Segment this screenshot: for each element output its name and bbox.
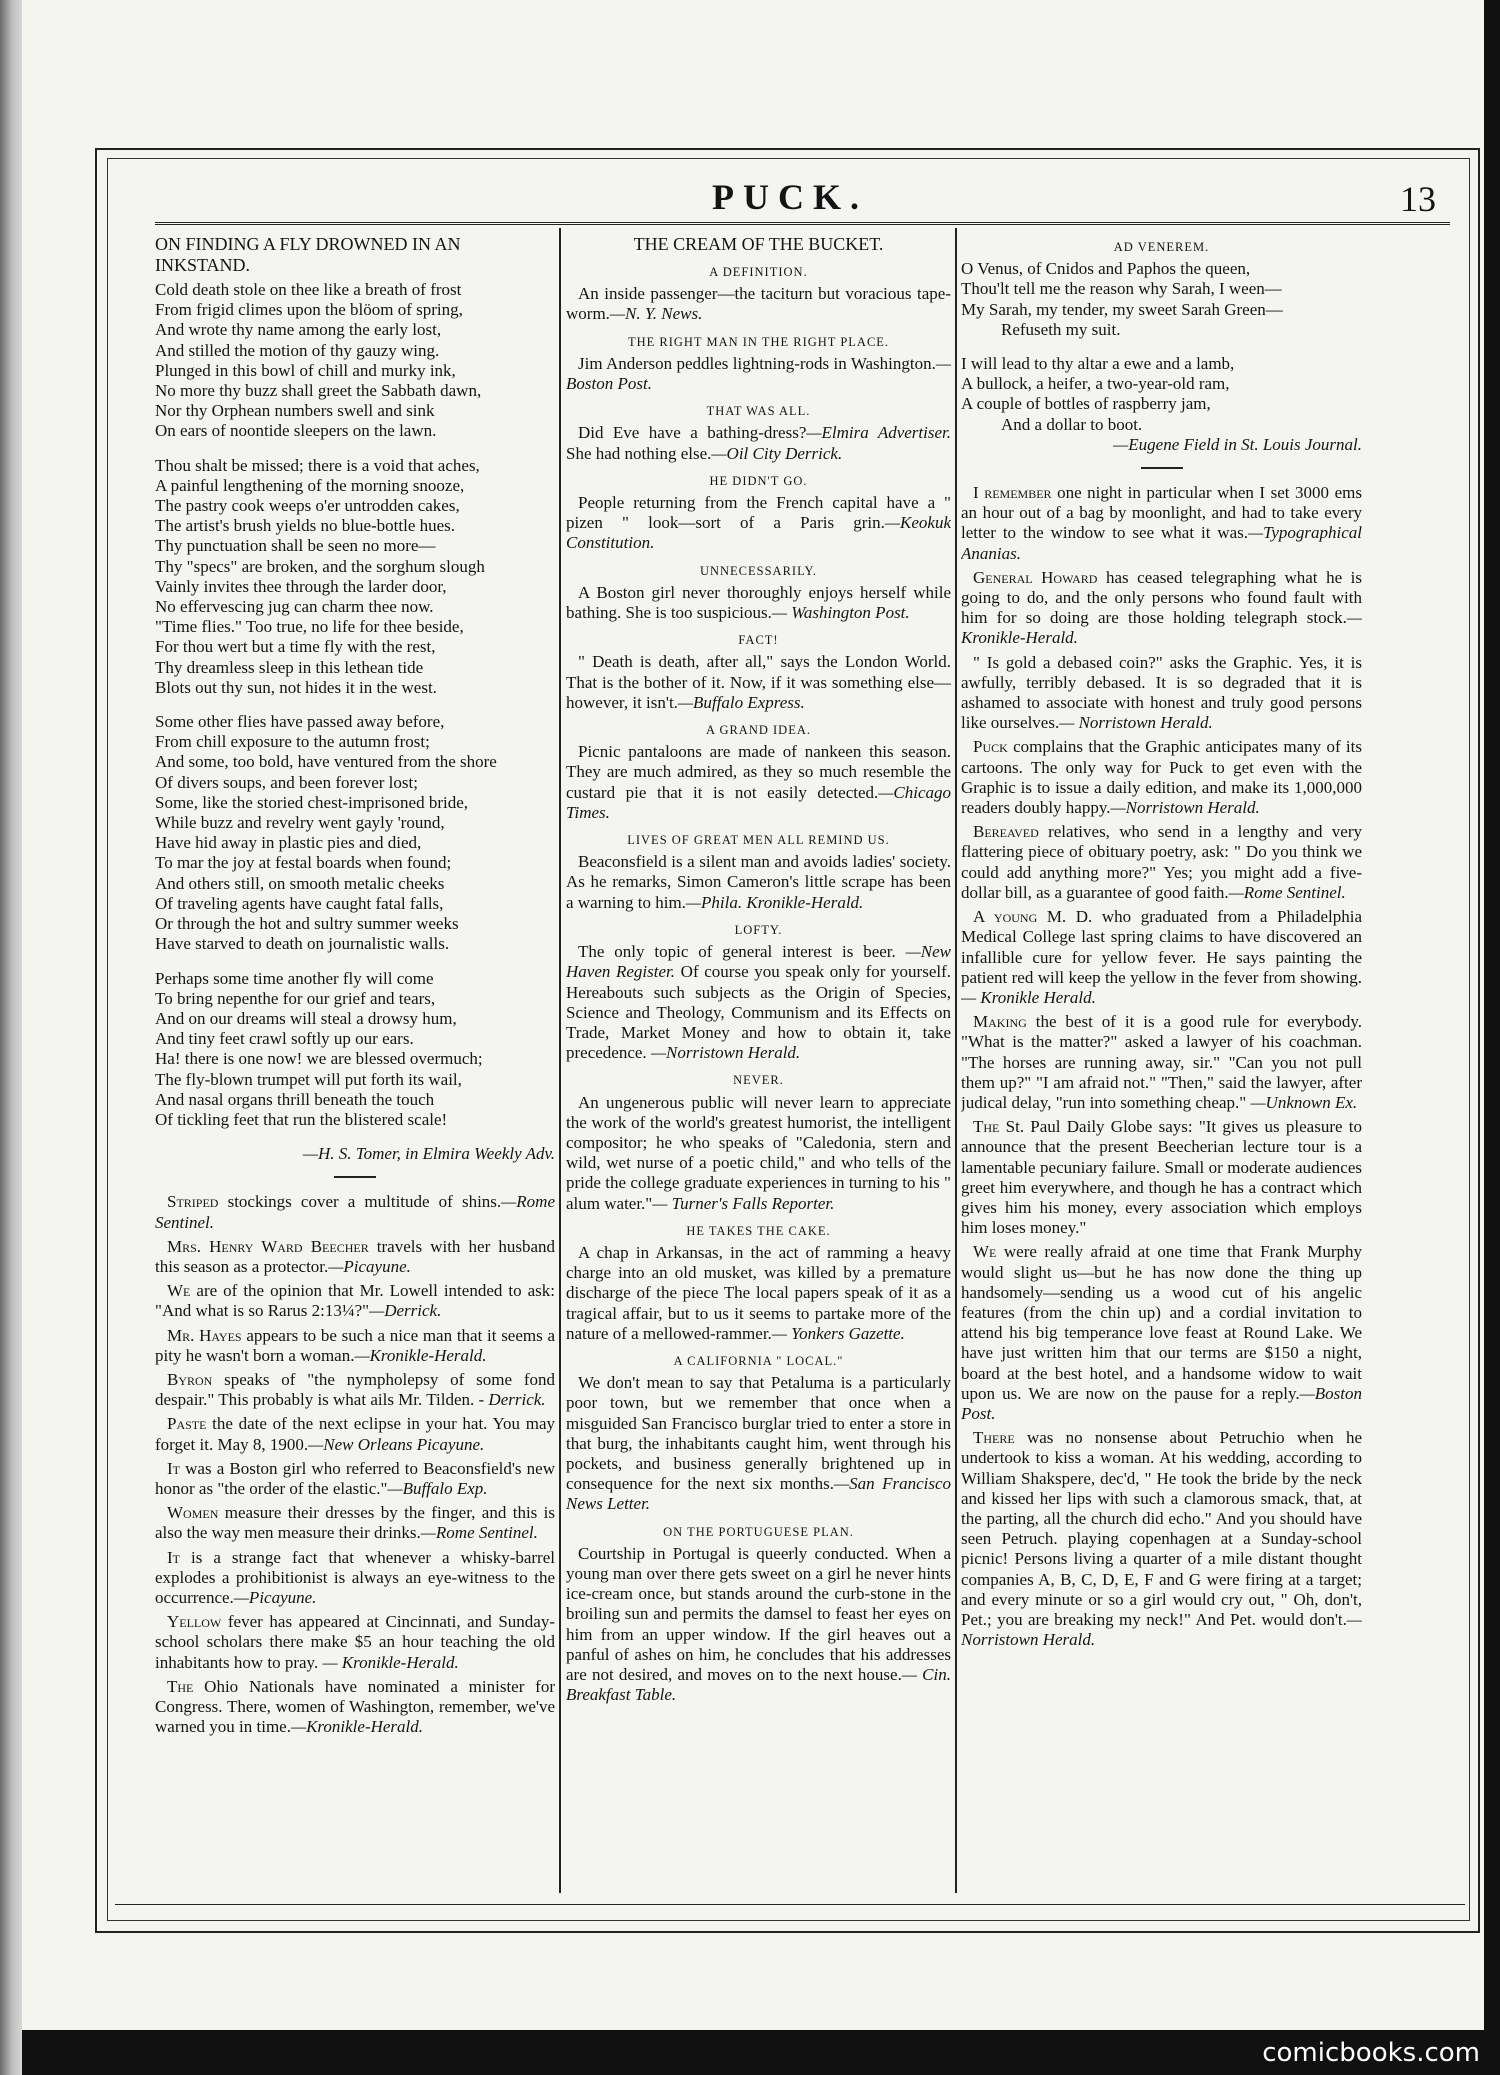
source-credit: —Norristown Herald. — [646, 1043, 801, 1063]
source-credit: —Keokuk Constitution. — [566, 513, 951, 553]
news-paragraph — [566, 942, 951, 1063]
poem-attribution: —H. S. Tomer, in Elmira Weekly Adv. — [302, 1144, 555, 1164]
poem-body — [155, 280, 555, 1130]
lead-words: Making — [973, 1012, 1027, 1032]
news-paragraph — [155, 1612, 555, 1673]
lead-words: Mrs. Henry Ward Beecher — [167, 1236, 369, 1256]
book-spine — [0, 0, 22, 2075]
source-credit: —Typographical Ananias. — [961, 523, 1362, 563]
lead-words: A young — [973, 907, 1038, 927]
watermark-text: comicbooks.com — [1262, 2038, 1480, 2068]
paragraph-text: speaks of "the nympholepsy of some fond despair." This probably is what ails Mr. Tilden. — [155, 1369, 555, 1410]
source-credit: —Kronikle-Herald. — [290, 1717, 424, 1737]
paragraph-text: Picnic pantaloons are made of nankeen this season. They are much admired, as they so much resemble the custard pie that it is not easily detected. — [566, 742, 951, 802]
masthead — [120, 172, 1460, 220]
paragraph-text: measure their dresses by the finger, and this is also the way men measure their drinks. — [155, 1503, 555, 1543]
page-number: 13 — [1400, 179, 1436, 219]
source-credit: —Elmira Advertiser. — [806, 423, 951, 443]
source-credit: —Buffalo Exp. — [387, 1478, 488, 1498]
source-credit: —Boston Post. — [961, 1383, 1362, 1423]
section-divider — [334, 1176, 376, 1178]
paragraph-text: was a Boston girl who referred to Beaconsfield's new honor as "the order of the elastic." — [155, 1458, 555, 1498]
section-heading: UNNECESSARILY. — [699, 563, 818, 578]
poem-title: AD VENEREM. — [1113, 240, 1210, 254]
source-credit: —Oil City Derrick. — [711, 443, 843, 463]
paragraph-text: the date of the next eclipse in your hat. You may forget it. May 8, 1900. — [155, 1414, 555, 1454]
paragraph-text: A chap in Arkansas, in the act of ramming a heavy charge into an old musket, was killed by a premature discharge of the piece The local papers speak of it as a tragical affair, but to us it seems to partake more of the nature of a mellowed-rammer. — [566, 1242, 951, 1343]
paragraph-text: Did Eve have a bathing-dress? — [578, 423, 807, 443]
poem-stanza — [155, 712, 555, 954]
paragraph-text: was no nonsense about Petruchio when he undertook to kiss a woman. At his wedding, according to William Shakspere, dec'd, " He took the bride by the neck and kissed her lips with such a clamorous smack, that, at the parting, all the church did echo." And you should have seen Petruch. playing copenhagen at a Sunday-school picnic! Persons living a quarter of a mile distant thought companies A, B, C, D, E, F and G were firing at a target; and every minute or so a girl would cry out, " Oh, don't, Pet.; you are breaking my neck!" And Pet. would don't. — [961, 1428, 1362, 1629]
poem-line: And nasal organs thrill beneath the touch — [155, 1089, 435, 1109]
poem-line: And tiny feet crawl softly up our ears. — [155, 1029, 414, 1049]
poem-line: Refuseth my suit. — [1001, 319, 1121, 339]
poem-line: Thou shalt be missed; there is a void that aches, — [155, 455, 480, 475]
news-paragraph — [961, 483, 1362, 564]
news-paragraph — [961, 653, 1362, 734]
poem-line: Vainly invites thee through the larder door, — [155, 576, 447, 596]
paragraph-text: is a strange fact that whenever a whisky-barrel explodes a prohibitionist is always an eye-witness to the occurrence. — [155, 1547, 555, 1607]
news-paragraph — [155, 1237, 555, 1277]
poem-line: And a dollar to boot. — [1001, 414, 1143, 434]
news-paragraph — [961, 1242, 1362, 1424]
paragraph-text: Jim Anderson peddles lightning-rods in Washington. — [578, 353, 936, 373]
news-paragraph — [961, 1428, 1362, 1650]
news-paragraph — [566, 423, 951, 463]
lead-words: The — [973, 1117, 1000, 1137]
section-title: THE CREAM OF THE BUCKET. — [633, 234, 884, 254]
paragraph-text: A Boston girl never thoroughly enjoys herself while bathing. She is too suspicious. — [566, 582, 951, 623]
news-paragraph — [961, 568, 1362, 649]
section-heading: THAT WAS ALL. — [706, 404, 811, 419]
poem-stanza — [155, 280, 555, 442]
source-credit: —Norristown Herald. — [1110, 798, 1260, 818]
poem-line: Some, like the storied chest-imprisoned bride, — [155, 792, 469, 812]
lead-words: It — [167, 1458, 180, 1478]
poem-line: "Time flies." Too true, no life for thee beside, — [155, 617, 464, 637]
stanza-gap — [961, 340, 1362, 354]
paragraph-text: travels with her husband this season as a protector. — [155, 1236, 555, 1276]
news-paragraph — [155, 1677, 555, 1738]
lead-words: General Howard — [973, 567, 1098, 587]
source-credit: —Chicago Times. — [566, 782, 951, 822]
poem-line: For thou wert but a time fly with the rest, — [155, 637, 436, 657]
poem-line: The fly-blown trumpet will put forth its wail, — [155, 1069, 462, 1089]
paragraph-text: Ohio Nationals have nominated a minister for Congress. There, women of Washington, remember, we've warned you in time. — [155, 1676, 555, 1737]
poem-line: Or through the hot and sultry summer weeks — [155, 914, 459, 934]
poem-attribution: —Eugene Field in St. Louis Journal. — [1113, 434, 1362, 454]
source-credit: — Kronikle-Herald. — [318, 1652, 459, 1672]
source-credit: - Derrick. — [474, 1390, 546, 1410]
paragraph-text: one night in particular when I set 3000 ems an hour out of a bag by moonlight, and had to take every letter to the window to see what it was. — [961, 483, 1362, 543]
poem-line: A couple of bottles of raspberry jam, — [961, 394, 1211, 414]
news-paragraph — [155, 1414, 555, 1454]
poem-line: No more thy buzz shall greet the Sabbath dawn, — [155, 381, 482, 401]
news-paragraph — [155, 1459, 555, 1499]
poem-line: A bullock, a heifer, a two-year-old ram, — [961, 374, 1230, 394]
news-paragraph — [155, 1192, 555, 1232]
news-paragraph — [566, 1544, 951, 1706]
lead-words: There — [973, 1428, 1015, 1448]
lead-words: Byron — [167, 1369, 213, 1389]
section-heading: A GRAND IDEA. — [705, 723, 811, 738]
paragraph-text: stockings cover a multitude of shins. — [218, 1192, 502, 1212]
poem-line: Of tickling feet that run the blistered scale! — [155, 1109, 448, 1129]
column-1-paragraphs — [155, 1192, 555, 1737]
paragraph-text: Of course you speak only for yourself. Hereabouts such subjects as the Origin of Species, Science and Theology, Communism and its Effects on Trade, Market Money and how to obtain it, take precedence. — [566, 962, 951, 1063]
column-rule-2 — [955, 228, 957, 1893]
lead-words: Mr. Hayes — [167, 1325, 242, 1345]
poem-body — [961, 259, 1362, 435]
source-credit: —Buffalo Express. — [677, 692, 805, 712]
source-credit: —Picayune. — [328, 1256, 411, 1276]
news-paragraph — [155, 1281, 555, 1321]
column-3 — [961, 230, 1362, 1890]
news-paragraph — [566, 1093, 951, 1214]
poem-line: Cold death stole on thee like a breath of frost — [155, 280, 462, 299]
poem-line: A painful lengthening of the morning snooze, — [155, 475, 465, 495]
news-paragraph — [155, 1548, 555, 1609]
poem-line: Thou'lt tell me the reason why Sarah, I ween— — [961, 279, 1282, 299]
poem-line: And others still, on smooth metalic cheeks — [155, 873, 445, 893]
poem-stanza — [155, 456, 555, 698]
poem-line: Ha! there is one now! we are blessed overmuch; — [155, 1049, 483, 1069]
poem-stanza — [155, 969, 555, 1131]
source-credit: —N. Y. News. — [609, 304, 703, 324]
news-paragraph — [566, 742, 951, 823]
paragraph-text: People returning from the French capital have a " pizen " look—sort of a Paris grin. — [566, 493, 951, 533]
source-credit: —Derrick. — [369, 1301, 442, 1321]
lead-words: We — [973, 1242, 997, 1262]
poem-line: The pastry cook weeps o'er untrodden cakes, — [155, 496, 460, 516]
lead-words: We — [167, 1281, 191, 1301]
poem-line: Thy dreamless sleep in this lethean tide — [155, 657, 424, 677]
paragraph-text: We don't mean to say that Petaluma is a particularly poor town, but we remember that once when a misguided San Francisco burglar tried to enter a store in that burg, the inhabitants caught him, went through his pockets, and business generally brightened up in consequence for the next six months. — [566, 1373, 951, 1494]
news-paragraph — [566, 852, 951, 913]
poem-line: No effervescing jug can charm thee now. — [155, 597, 434, 617]
poem-line: Of traveling agents have caught fatal falls, — [155, 893, 444, 913]
news-paragraph — [566, 583, 951, 623]
paragraph-text: has ceased telegraphing what he is going to do, and the only persons who found fault with him for so doing are those holding telegraph stock. — [961, 567, 1362, 628]
column-rule-1 — [559, 228, 561, 1893]
news-paragraph — [566, 354, 951, 394]
source-credit: — Cin. Breakfast Table. — [566, 1665, 951, 1705]
source-credit: — Turner's Falls Reporter. — [652, 1193, 835, 1213]
lead-words: Paste — [167, 1414, 207, 1434]
page-title: PUCK. — [712, 177, 868, 217]
poem-line: The artist's brush yields no blue-bottle hues. — [155, 516, 456, 536]
news-paragraph — [961, 737, 1362, 818]
paragraph-text: " Death is death, after all," says the London World. That is the bother of it. Now, if it was something else—however, it isn't. — [566, 652, 951, 712]
paragraph-text: appears to be such a nice man that it seems a pity he wasn't born a woman. — [155, 1325, 555, 1365]
section-heading: FACT! — [738, 633, 779, 648]
column-1 — [155, 230, 555, 1890]
poem-line: Perhaps some time another fly will come — [155, 968, 434, 988]
source-credit: —New Orleans Picayune. — [308, 1434, 485, 1454]
news-paragraph — [961, 907, 1362, 1008]
bottom-rule — [115, 1904, 1465, 1905]
lead-words: Bereaved — [973, 822, 1039, 842]
paragraph-text: St. Paul Daily Globe says: "It gives us pleasure to announce that the present Beecherian lecture tour is a lamentable pecuniary failure. Small or moderate audiences greet him everywhere, and though he has a contract which gives him his money, every association which employs him loses money." — [961, 1117, 1362, 1238]
source-credit: —Unknown Ex. — [1246, 1092, 1358, 1112]
paragraph-text: The only topic of general interest is beer. — [578, 942, 896, 962]
paragraph-text: are of the opinion that Mr. Lowell intended to ask: "And what is so Rarus 2:13¼?" — [155, 1281, 555, 1321]
poem-line: Some other flies have passed away before, — [155, 712, 445, 732]
poem-line: My Sarah, my tender, my sweet Sarah Green— — [961, 299, 1283, 319]
source-credit: — Washington Post. — [771, 603, 910, 623]
news-paragraph — [961, 1012, 1362, 1113]
news-paragraph — [566, 284, 951, 324]
source-credit: —Kronikle-Herald. — [354, 1345, 487, 1365]
source-credit: —Boston Post. — [566, 353, 951, 394]
poem-title: ON FINDING A FLY DROWNED IN AN INKSTAND. — [155, 234, 461, 275]
source-credit: — Kronikle Herald. — [961, 987, 1096, 1007]
poem-line: I will lead to thy altar a ewe and a lamb, — [961, 354, 1235, 374]
source-credit: —San Francisco News Letter. — [566, 1474, 951, 1514]
paragraph-text: complains that the Graphic anticipates many of its cartoons. The only way for Puck to get even with the Graphic is to issue a daily edition, and make its 1,000,000 readers doubly happy. — [961, 737, 1362, 818]
section-heading: HE DIDN'T GO. — [709, 473, 808, 488]
lead-words: Puck — [973, 737, 1008, 757]
lead-words: The — [167, 1676, 194, 1696]
source-credit: —Rome Sentinel. — [420, 1523, 538, 1543]
poem-line: On ears of noontide sleepers on the lawn. — [155, 421, 437, 441]
news-paragraph — [566, 652, 951, 713]
poem-line: O Venus, of Cnidos and Paphos the queen, — [961, 259, 1251, 279]
section-heading: LIVES OF GREAT MEN ALL REMIND US. — [627, 833, 890, 848]
poem-line: And wrote thy name among the early lost, — [155, 320, 442, 340]
news-paragraph — [566, 1373, 951, 1514]
poem-line: Nor thy Orphean numbers swell and sink — [155, 401, 435, 421]
section-heading: ON THE PORTUGUESE PLAN. — [663, 1524, 854, 1539]
source-credit: —Kronikle-Herald. — [961, 608, 1362, 648]
lead-words: I remember — [973, 483, 1052, 503]
lead-words: Yellow — [167, 1612, 222, 1632]
section-heading: THE RIGHT MAN IN THE RIGHT PLACE. — [627, 334, 890, 349]
source-credit: —Picayune. — [233, 1587, 317, 1607]
section-divider — [1141, 467, 1183, 469]
paragraph-text: were really afraid at one time that Frank Murphy would slight us—but he has now done the thing up handsomely—sending us a wood cut of his angelic features (from the chin up) and a cordial invitation to attend his big temperance love feast at Round Lake. We have just written him that our terms are $150 a night, board at the best hotel, and a handsome widow to wait upon us. We are now on the pause for a reply. — [961, 1242, 1362, 1403]
poem-line: Thy punctuation shall be seen no more— — [155, 536, 436, 556]
source-credit: — Norristown Herald. — [1059, 713, 1213, 733]
poem-line: To mar the joy at festal boards when found; — [155, 853, 452, 873]
column-3-paragraphs — [961, 483, 1362, 1650]
paragraph-text: fever has appeared at Cincinnati, and Sunday-school scholars there make $5 an hour teaching the old inhabitants how to pray. — [155, 1612, 555, 1672]
poem-line: And some, too bold, have ventured from the shore — [155, 752, 497, 772]
news-paragraph — [566, 493, 951, 554]
source-credit: —Norristown Herald. — [961, 1610, 1362, 1650]
column-2-sections — [566, 262, 951, 1705]
source-credit: —New Haven Register. — [566, 942, 951, 982]
section-heading: A CALIFORNIA " LOCAL." — [673, 1353, 844, 1368]
paragraph-text: M. D. who graduated from a Philadelphia Medical College last spring claims to have discovered an infallible cure for yellow fever. He says painting the patient red will keep the yellow in the fever from showing. — [961, 907, 1362, 987]
section-heading: HE TAKES THE CAKE. — [686, 1223, 831, 1238]
poem-line: And on our dreams will steal a drowsy hum, — [155, 1008, 457, 1028]
lead-words: Women — [167, 1503, 219, 1523]
poem-line: Have hid away in plastic pies and died, — [155, 833, 422, 853]
news-paragraph — [155, 1326, 555, 1366]
poem-line: Have starved to death on journalistic walls. — [155, 934, 450, 954]
source-credit: —Phila. Kronikle-Herald. — [685, 892, 864, 912]
poem-line: From chill exposure to the autumn frost; — [155, 732, 430, 752]
paragraph-text: relatives, who send in a lengthy and very flattering piece of obituary poetry, ask: " Do you think we could add anything more?" Yes; you might add a five-dollar bill, as a guarantee of good faith. — [961, 822, 1362, 902]
poem-line: From frigid climes upon the blöom of spring, — [155, 300, 463, 320]
column-2 — [566, 230, 951, 1890]
source-credit: —Rome Sentinel. — [155, 1192, 555, 1232]
paragraph-text: An ungenerous public will never learn to appreciate the work of the world's greatest humorist, the intelligent compositor; he who speaks of "Caledonia, stern and wild, wet nurse of a poetic child," and who tells of the pride the college graduate experiences in turning to his " alum water." — [566, 1092, 951, 1213]
news-paragraph — [566, 1243, 951, 1344]
poem-line: Plunged in this bowl of chill and murky ink, — [155, 360, 456, 380]
lead-words: Striped — [167, 1192, 219, 1212]
section-heading: A DEFINITION. — [709, 265, 808, 279]
news-paragraph — [155, 1370, 555, 1410]
section-heading: NEVER. — [733, 1073, 784, 1088]
news-paragraph — [961, 822, 1362, 903]
poem-line: Thy "specs" are broken, and the sorghum slough — [155, 556, 485, 576]
paragraph-text: " Is gold a debased coin?" asks the Graphic. Yes, it is awfully, terribly debased. It is so degraded that it is ashamed to associate with honest and truly good persons like ourselves. — [961, 652, 1362, 733]
paragraph-text: Beaconsfield is a silent man and avoids ladies' society. As he remarks, Simon Cameron's little scrape has been a warning to him. — [566, 852, 951, 912]
poem-line: And stilled the motion of thy gauzy wing. — [155, 340, 440, 360]
paragraph-text: the best of it is a good rule for everybody. "What is the matter?" asked a lawyer of his coachman. "The horses are running away, sir." "Can you not pull them up?" "I am afraid not." "Then," said the lawyer, after judical delay, "run into something cheap." — [961, 1012, 1362, 1112]
news-paragraph — [961, 1117, 1362, 1238]
lead-words: It — [167, 1547, 180, 1567]
poem-line: Of divers soups, and been forever lost; — [155, 772, 418, 792]
paragraph-text: She had nothing else. — [566, 443, 712, 463]
poem-line: Blots out thy sun, not hides it in the west. — [155, 677, 437, 697]
source-credit: — Yonkers Gazette. — [771, 1323, 905, 1343]
poem-line: While buzz and revelry went gayly 'round, — [155, 813, 445, 833]
paragraph-text: An inside passenger—the taciturn but voracious tape-worm. — [566, 284, 951, 324]
paragraph-text: Courtship in Portugal is queerly conducted. When a young man over there gets sweet on a girl he never hints ice-cream once, but stands around the curb-stone in the broiling sun and permits the damsel to feast her eyes on him from an upper window. If the girl heaves out a panful of ashes on him, he concludes that his addresses are not desired, and moves on to the next house. — [566, 1543, 951, 1684]
news-paragraph — [155, 1503, 555, 1543]
section-heading: LOFTY. — [734, 922, 783, 937]
poem-line: To bring nepenthe for our grief and tears, — [155, 988, 436, 1008]
source-credit: —Rome Sentinel. — [1228, 882, 1346, 902]
masthead-rule — [155, 222, 1450, 225]
